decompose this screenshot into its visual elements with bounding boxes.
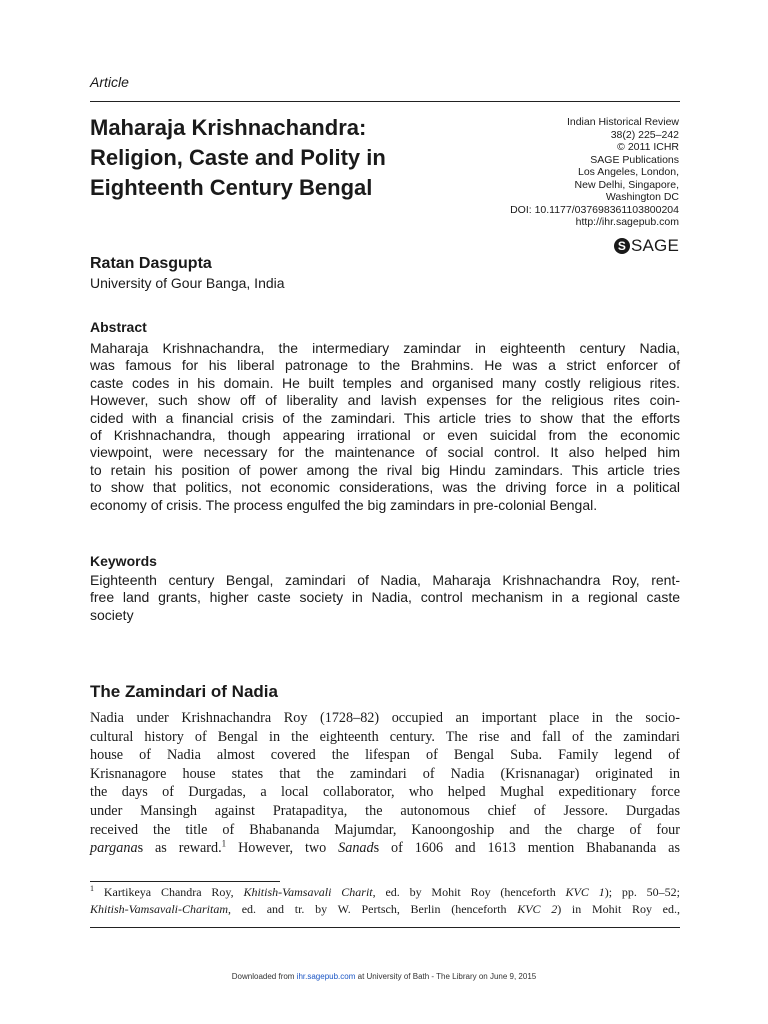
journal-publisher: SAGE Publications bbox=[590, 153, 679, 166]
journal-locations: Los Angeles, London, bbox=[577, 166, 679, 178]
journal-url[interactable]: http://ihr.sagepub.com bbox=[575, 216, 679, 228]
journal-volume: 38(2) 225–242 bbox=[610, 128, 679, 141]
footnote-line bbox=[90, 884, 680, 901]
footnote-italic: Khitish-Vamsavali Charit bbox=[243, 885, 373, 899]
title-line: Maharaja Krishnachandra: bbox=[90, 115, 367, 140]
sage-logo-text: SAGE bbox=[630, 236, 679, 255]
header-rule bbox=[90, 101, 680, 102]
keywords-line: society bbox=[90, 606, 134, 623]
keywords-line: Eighteenth century Bengal, zamindari of Nadia, Maharaja Krishnachandra Roy, rent- bbox=[90, 572, 680, 588]
author-name: Ratan Dasgupta bbox=[90, 255, 212, 272]
footnote-rule bbox=[90, 881, 280, 882]
footnote-line bbox=[90, 901, 680, 918]
journal-name: Indian Historical Review bbox=[566, 116, 679, 128]
footnote-fragment: , ed. by Mohit Roy (henceforth bbox=[372, 885, 566, 899]
sage-logo bbox=[614, 236, 679, 256]
body-line: received the title of Bhabananda Majumdar, Kanoongoship and the charge of four bbox=[90, 821, 680, 838]
abstract-line: of Krishnachandra, though appearing irrational or even suicidal from the economic bbox=[90, 427, 680, 444]
footnote-reference[interactable]: 1 bbox=[221, 838, 227, 849]
footnote-number: 1 bbox=[90, 884, 94, 893]
sage-logo-icon: S bbox=[614, 238, 630, 254]
download-prefix: Downloaded from bbox=[231, 972, 297, 981]
footnote-italic: KVC 1 bbox=[565, 885, 605, 899]
footnote-fragment: ); pp. 50–52; bbox=[604, 885, 681, 899]
footnote bbox=[90, 884, 680, 918]
abstract-line: economy of crisis. The process engulfed the big zamindars in pre-colonial Bengal. bbox=[90, 496, 598, 513]
body-line: the days of Durgadas, a local collaborator, who helped Mughal expeditionary force bbox=[90, 784, 680, 801]
journal-locations: New Delhi, Singapore, bbox=[574, 178, 679, 191]
title-line: Religion, Caste and Polity in bbox=[90, 145, 386, 170]
section-heading: The Zamindari of Nadia bbox=[90, 682, 278, 701]
journal-doi[interactable]: DOI: 10.1177/037698361103800204 bbox=[510, 203, 679, 216]
journal-info bbox=[419, 116, 679, 229]
footnote-fragment: Kartikeya Chandra Roy, bbox=[94, 885, 244, 899]
footnote-italic: Khitish-Vamsavali-Charitam bbox=[90, 902, 229, 916]
footer-rule bbox=[90, 927, 680, 928]
body-fragment: s as reward. bbox=[137, 840, 222, 857]
body-text bbox=[90, 709, 680, 858]
keywords-line: free land grants, higher caste society in Nadia, control mechanism in a regional caste bbox=[90, 589, 680, 606]
body-fragment: However, two bbox=[226, 840, 339, 857]
download-notice bbox=[0, 972, 768, 981]
abstract-line: Maharaja Krishnachandra, the intermediary zamindar in eighteenth century Nadia, bbox=[90, 340, 680, 356]
keywords-heading: Keywords bbox=[90, 553, 157, 569]
footnote-fragment: , ed. and tr. by W. Pertsch, Berlin (henceforth bbox=[228, 902, 518, 916]
author-affiliation: University of Gour Banga, India bbox=[90, 275, 285, 291]
article-type-label: Article bbox=[90, 74, 129, 90]
footnote-italic: KVC 2 bbox=[517, 902, 558, 916]
body-fragment: s of 1606 and 1613 mention Bhabananda as bbox=[373, 840, 680, 857]
journal-copyright: © 2011 ICHR bbox=[617, 141, 679, 153]
keywords-text bbox=[90, 572, 680, 624]
italic-term: Sanad bbox=[338, 840, 374, 857]
abstract-line: However, such show off of liberality and lavish expenses for the religious rites coin- bbox=[90, 392, 680, 409]
body-line: Nadia under Krishnachandra Roy (1728–82) occupied an important place in the socio- bbox=[90, 710, 680, 726]
abstract-line: cided with a financial crisis of the zamindari. This article tries to show that the efforts bbox=[90, 409, 680, 426]
body-line-last bbox=[90, 839, 680, 858]
body-line: under Mansingh against Pratapaditya, the autonomous chief of Jessore. Durgadas bbox=[90, 802, 680, 819]
body-line: Krisnanagore house states that the zamindari of Nadia (Krisnanagar) originated in bbox=[90, 765, 680, 782]
body-line: house of Nadia almost covered the lifespan of Bengal Suba. Family legend of bbox=[90, 747, 680, 764]
abstract-heading: Abstract bbox=[90, 319, 147, 335]
download-suffix: at University of Bath - The Library on June 9, 2015 bbox=[355, 972, 537, 981]
body-line: cultural history of Bengal in the eighteenth century. The rise and fall of the zamindari bbox=[90, 728, 680, 745]
abstract-line: viewpoint, were necessary for the maintenance of social control. It also helped him bbox=[90, 444, 680, 461]
abstract-line: to retain his position of power among the rival big Hindu zamindars. This article tries bbox=[90, 461, 680, 478]
abstract-line: was famous for his liberal patronage to the Brahmins. He was a strict enforcer of bbox=[90, 357, 680, 374]
abstract-line: to show that politics, not economic considerations, was the driving force in a political bbox=[90, 479, 680, 496]
journal-locations: Washington DC bbox=[605, 191, 679, 203]
italic-term: pargana bbox=[90, 840, 138, 857]
title-line: Eighteenth Century Bengal bbox=[90, 175, 373, 200]
abstract-text bbox=[90, 340, 680, 514]
footnote-fragment: ) in Mohit Roy ed., bbox=[557, 902, 681, 916]
abstract-line: caste codes in his domain. He built temples and organised many costly religious rites. bbox=[90, 374, 680, 391]
download-link[interactable]: ihr.sagepub.com bbox=[296, 972, 356, 981]
